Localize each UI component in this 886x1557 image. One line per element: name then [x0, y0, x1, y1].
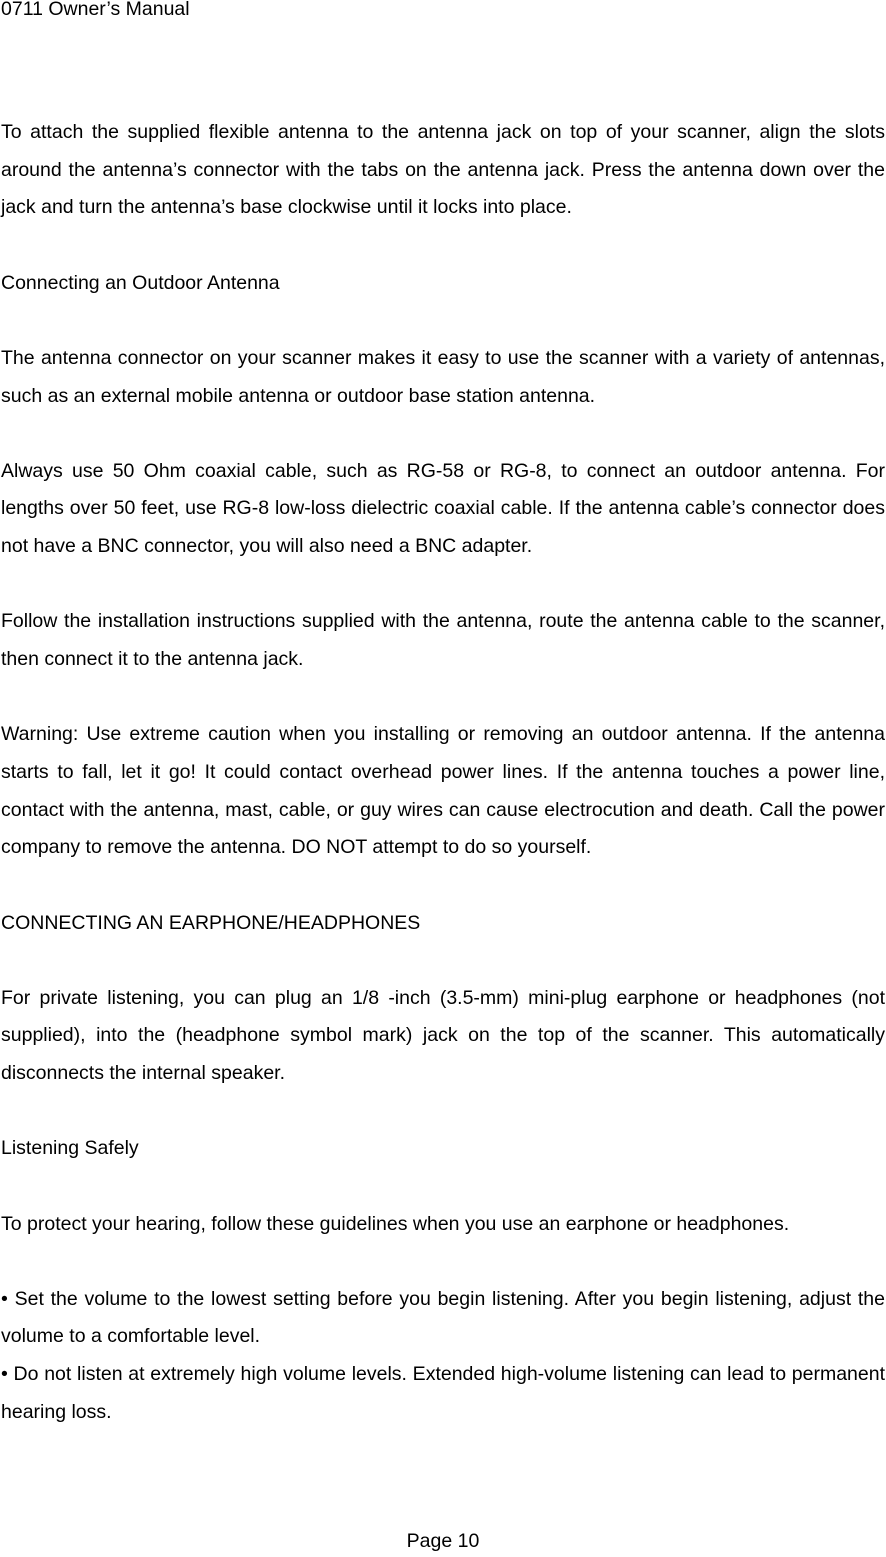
spacer	[1, 679, 885, 717]
paragraph-installation: Follow the installation instructions supplied with the antenna, route the antenna cable to the scanner, then connect it to the antenna jack.	[1, 610, 885, 671]
running-header: 0711 Owner’s Manual	[1, 0, 190, 20]
heading-outdoor-antenna: Connecting an Outdoor Antenna	[1, 271, 280, 294]
paragraph-protect-hearing: To protect your hearing, follow these guidelines when you use an earphone or headphones.	[1, 1212, 790, 1235]
spacer	[1, 1093, 885, 1131]
bullet-volume-setting: • Set the volume to the lowest setting before you begin listening. After you begin listening, adjust the volume to a comfortable level.	[1, 1287, 885, 1348]
spacer	[1, 1243, 885, 1281]
page-body	[1, 114, 885, 1432]
spacer	[1, 566, 885, 604]
spacer	[1, 942, 885, 980]
heading-earphone: CONNECTING AN EARPHONE/HEADPHONES	[1, 911, 421, 934]
paragraph-warning: Warning: Use extreme caution when you installing or removing an outdoor antenna. If the antenna starts to fall, let it go! It could contact overhead power lines. If the antenna touches a power line, contact with the antenna, mast, cable, or guy wires can cause electrocution and death. Call the power company to remove the antenna. DO NOT attempt to do so yourself.	[1, 723, 885, 859]
spacer	[1, 1168, 885, 1206]
spacer	[1, 415, 885, 453]
paragraph-private-listening: For private listening, you can plug an 1/8 -inch (3.5-mm) mini-plug earphone or headphones (not supplied), into the (headphone symbol mark) jack on the top of the scanner. This automatically disconnects the internal speaker.	[1, 986, 885, 1085]
spacer	[1, 302, 885, 340]
paragraph-coaxial-cable: Always use 50 Ohm coaxial cable, such as RG-58 or RG-8, to connect an outdoor antenna. For lengths over 50 feet, use RG-8 low-loss dielectric coaxial cable. If the antenna cable’s connector does not have a BNC connector, you will also need a BNC adapter.	[1, 459, 885, 558]
paragraph-attach-antenna: To attach the supplied flexible antenna to the antenna jack on top of your scanner, align the slots around the antenna’s connector with the tabs on the antenna jack. Press the antenna down over the jack and turn the antenna’s base clockwise until it locks into place.	[1, 121, 885, 219]
paragraph-antenna-connector: The antenna connector on your scanner makes it easy to use the scanner with a variety of antennas, such as an external mobile antenna or outdoor base station antenna.	[1, 346, 885, 407]
spacer	[1, 227, 885, 265]
spacer	[1, 867, 885, 905]
heading-listening-safely: Listening Safely	[1, 1137, 139, 1160]
bullet-high-volume: • Do not listen at extremely high volume levels. Extended high-volume listening can lead to permanent hearing loss.	[1, 1363, 885, 1423]
page-number: Page 10	[406, 1530, 480, 1552]
